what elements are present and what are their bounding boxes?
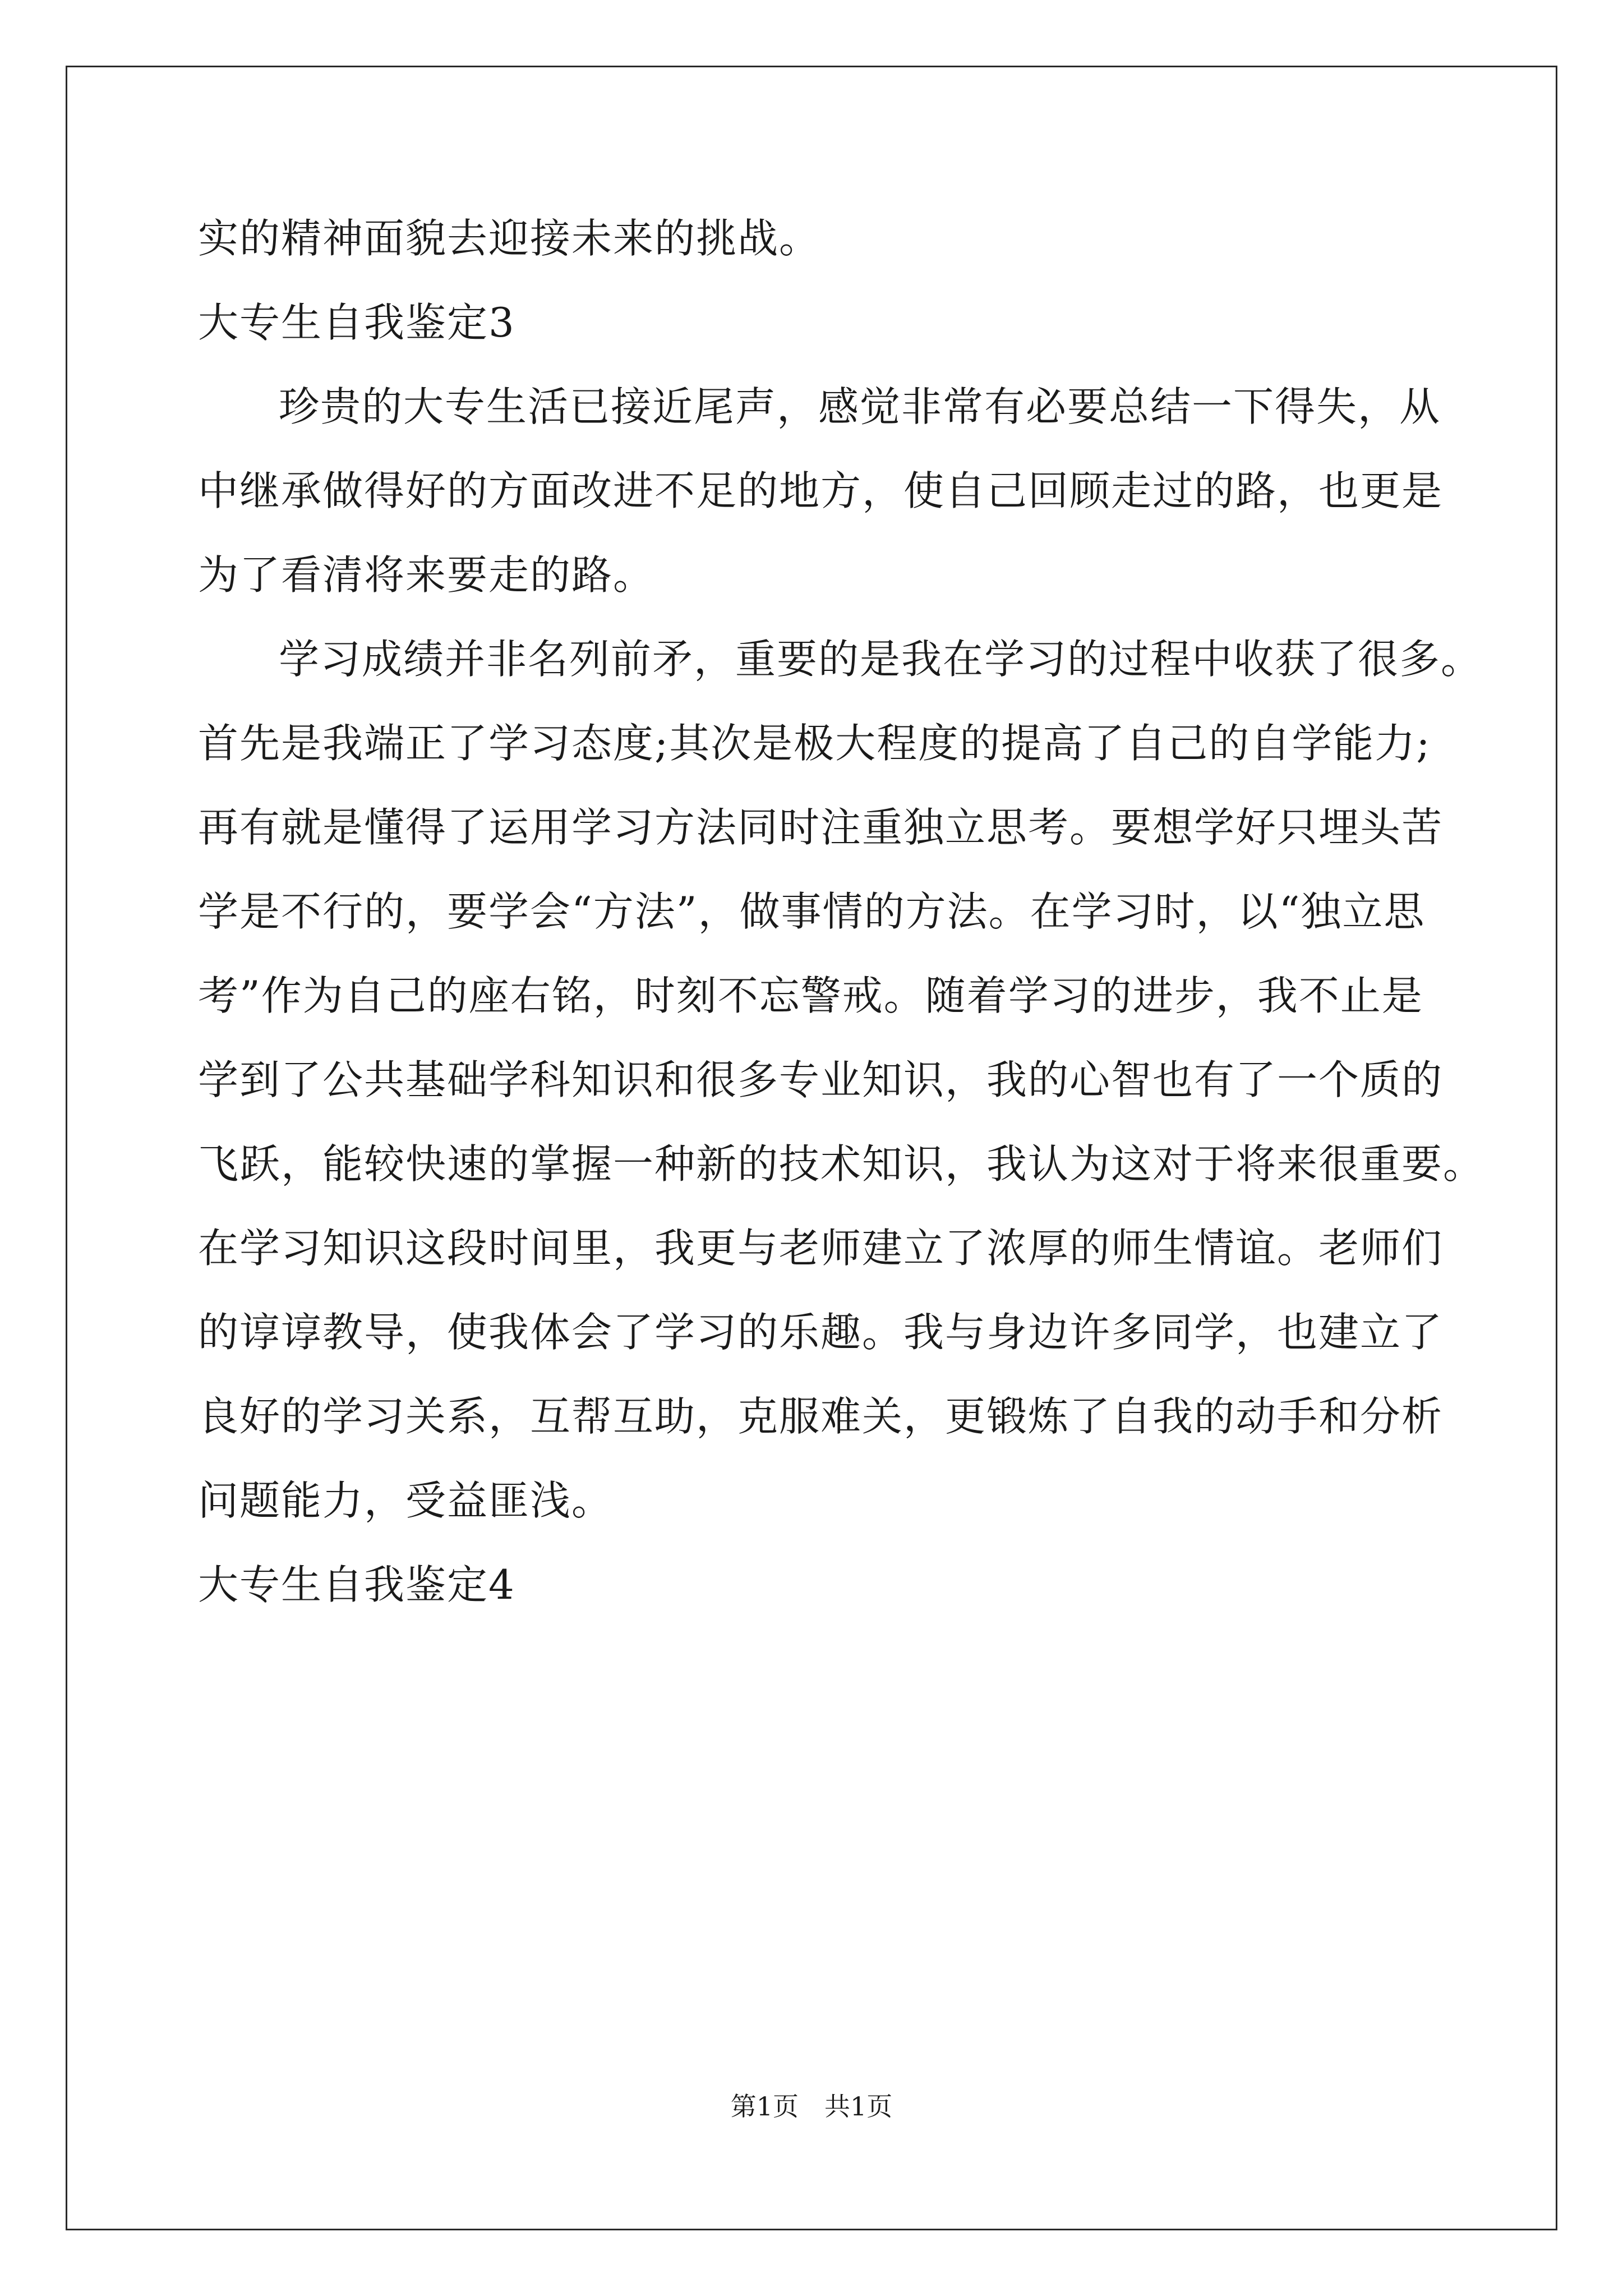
text-line: 中继承做得好的方面改进不足的地方，使自己回顾走过的路，也更是 [198, 467, 1444, 514]
page-number-footer: 第1页 共1页 [730, 2091, 893, 2122]
text-line: 在学习知识这段时间里，我更与老师建立了浓厚的师生情谊。老师们 [198, 1225, 1444, 1272]
text-line: 的谆谆教导，使我体会了学习的乐趣。我与身边许多同学，也建立了 [198, 1309, 1444, 1356]
text-line: 为了看清将来要走的路。 [198, 551, 655, 599]
paragraph-first-line: 学习成绩并非名列前矛，重要的是我在学习的过程中收获了很多。 [279, 636, 1483, 683]
text-line: 考”作为自己的座右铭，时刻不忘警戒。随着学习的进步，我不止是 [198, 972, 1423, 1019]
text-line: 学到了公共基础学科知识和很多专业知识，我的心智也有了一个质的 [198, 1056, 1444, 1103]
text-line: 再有就是懂得了运用学习方法同时注重独立思考。要想学好只埋头苦 [198, 804, 1444, 851]
text-line: 首先是我端正了学习态度;其次是极大程度的提高了自己的自学能力; [198, 720, 1431, 767]
text-line: 良好的学习关系，互帮互助，克服难关，更锻炼了自我的动手和分析 [198, 1393, 1444, 1440]
text-line: 飞跃，能较快速的掌握一种新的技术知识，我认为这对于将来很重要。 [198, 1140, 1485, 1188]
paragraph-first-line: 珍贵的大专生活已接近尾声，感觉非常有必要总结一下得失，从 [279, 383, 1441, 430]
section-heading: 大专生自我鉴定4 [198, 1561, 515, 1608]
text-line: 实的精神面貌去迎接未来的挑战。 [198, 215, 821, 262]
section-heading: 大专生自我鉴定3 [198, 299, 515, 346]
text-line: 学是不行的，要学会“方法”，做事情的方法。在学习时，以“独立思 [198, 888, 1426, 935]
text-line: 问题能力，受益匪浅。 [198, 1477, 614, 1524]
